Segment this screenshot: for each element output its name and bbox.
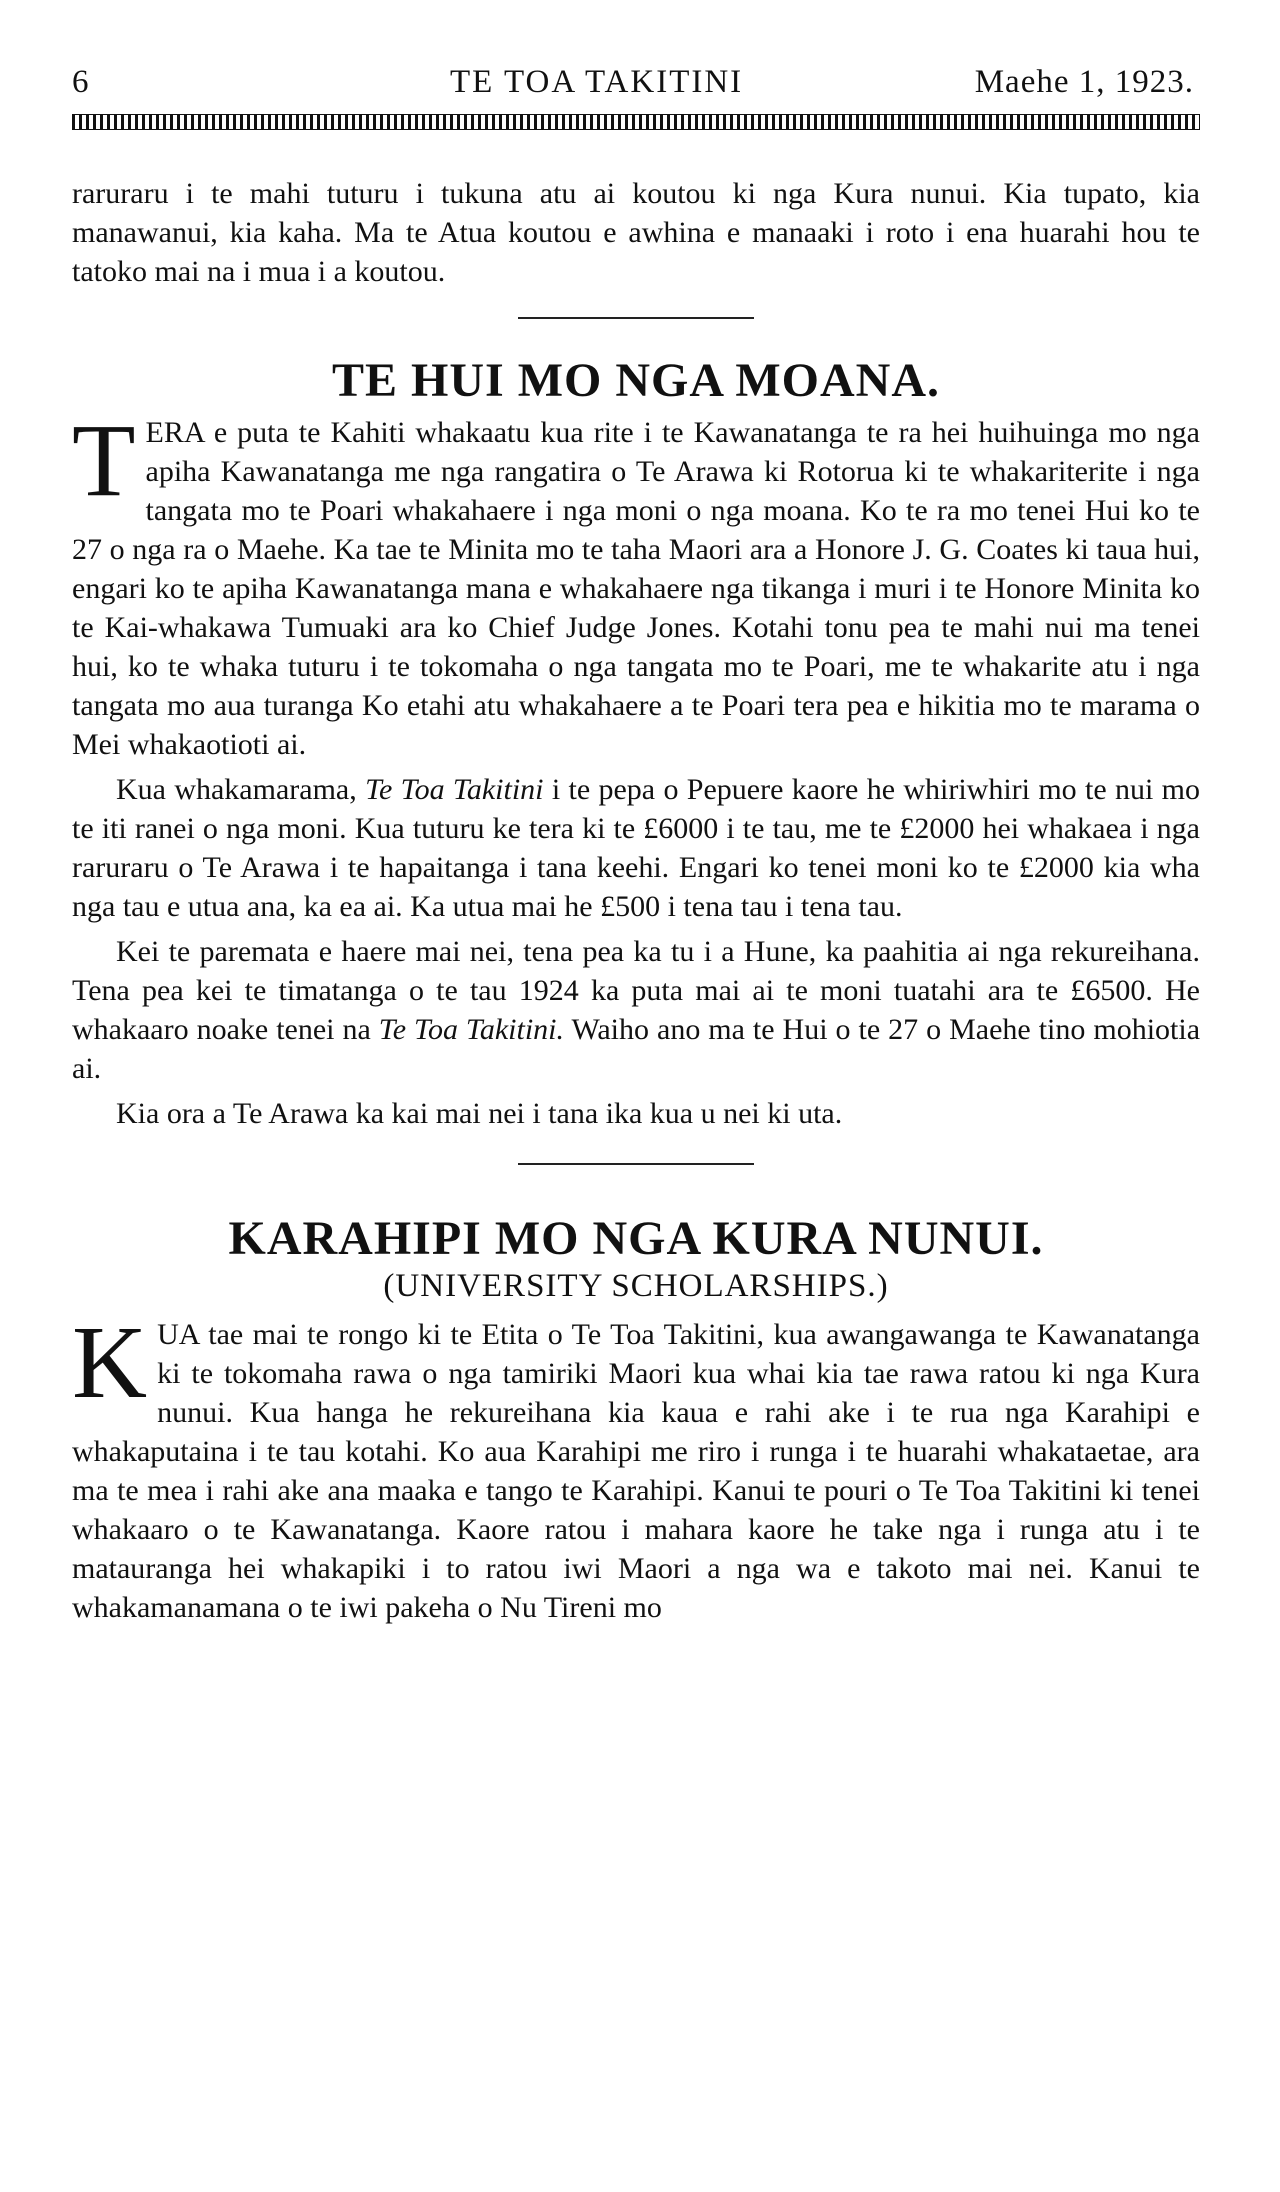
publication-title: TE TOA TAKITINI	[450, 64, 744, 100]
hui-p2-italic: Te Toa Takitini	[365, 773, 544, 806]
section-hui-body	[72, 403, 1201, 1133]
ornamental-rule	[72, 114, 1200, 130]
section-heading-hui: TE HUI MO NGA MOANA.	[332, 354, 940, 407]
karahipi-paragraph-1	[72, 1305, 1200, 1627]
hui-p3-italic: Te Toa Takitini.	[378, 1013, 565, 1046]
hui-p2-end: i te pepa o Pepuere kaore he whiriwhiri mo te nui mo te iti ranei o nga moni. Kua tuturu ke tera ki te £6000 i te tau, me te £2000 hei whakaea i nga raruraru o Te Arawa i te hapaitanga i tana keehi. Engari ko tenei moni ko te £2000 kia wha nga tau e utua ana, ka ea ai. Ka utua mai he £500 i tena tau i tena tau.	[72, 773, 1200, 923]
page-header	[72, 56, 1200, 112]
hui-paragraph-1	[72, 403, 1200, 764]
hui-p2-start: Kua whakamarama,	[116, 773, 366, 806]
section-separator	[518, 317, 754, 319]
hui-paragraph-2	[72, 770, 1200, 926]
hui-paragraph-1-text: ERA e puta te Kahiti whakaatu kua rite i te Kawanatanga te ra hei huihuinga mo nga apiha Kawanatanga me nga rangatira o Te Arawa ki Rotorua ki te whakariterite i nga tangata mo te Poari whakahaere i nga moni o nga moana. Ko te ra mo tenei Hui ko te 27 o nga ra o Maehe. Ka tae te Minita mo te taha Maori ara a Honore J. G. Coates ki taua hui, engari ko te apiha Kawanatanga mana e whakahaere nga tikanga i muri i te Honore Minita ko te Kai-whakawa Tumuaki ara ko Chief Judge Jones. Kotahi tonu pea te mahi nui ma tenei hui, ko te whaka tuturu i te tokomaha o nga tangata mo te Poari, me te whakarite atu i nga tangata mo aua turanga Ko etahi atu whakahaere a te Poari tera pea e hikitia mo te marama o Mei whakaotioti ai.	[72, 416, 1200, 761]
hui-paragraph-4: Kia ora a Te Arawa ka kai mai nei i tana ika kua u nei ki uta.	[116, 1097, 843, 1130]
hui-p3-end: Waiho ano ma te Hui o te 27 o Maehe tino mohiotia ai.	[72, 1013, 1201, 1085]
dropcap-t: T	[72, 403, 136, 518]
hui-paragraph-3	[72, 932, 1200, 1088]
karahipi-paragraph-1-text: UA tae mai te rongo ki te Etita o Te Toa Takitini, kua awangawanga te Kawanatanga ki te tokomaha rawa o nga tamiriki Maori kua whai kia tae rawa ratou ki nga Kura nunui. Kua hanga he rekureihana kia kaua e rahi ake i te rua nga Karahipi e whakaputaina i te tau kotahi. Ko aua Karahipi me riro i runga i te huarahi whakataetae, ara ma te mea i rahi ake ana maaka e tango te Karahipi. Kanui te pouri o Te Toa Takitini ki tenei whakaaro o te Kawanatanga. Kaore ratou i mahara kaore he take nga i runga atu i te matauranga hei whakapiki i to ratou iwi Maori a nga wa e takoto mai nei. Kanui te whakamanamana o te iwi pakeha o Nu Tireni mo	[72, 1318, 1200, 1624]
section-heading-karahipi: KARAHIPI MO NGA KURA NUNUI.	[228, 1212, 1044, 1265]
issue-date: Maehe 1, 1923.	[974, 64, 1194, 100]
newspaper-page	[72, 56, 1200, 1627]
section-separator-2	[518, 1163, 754, 1165]
page-number: 6	[72, 64, 90, 100]
intro-paragraph: raruraru i te mahi tuturu i tukuna atu ai koutou ki nga Kura nunui. Kia tupato, kia manawanui, kia kaha. Ma te Atua koutou e awhina e manaaki i roto i ena huarahi hou te tatoko mai na i mua i a koutou.	[72, 177, 1200, 288]
section-subtitle-scholarships: (UNIVERSITY SCHOLARSHIPS.)	[383, 1268, 889, 1304]
dropcap-k: K	[72, 1305, 148, 1420]
section-karahipi-body	[72, 1305, 1200, 1627]
hui-p3-start: Kei te paremata e haere mai nei, tena pea ka tu i a Hune, ka paahitia ai nga rekureihana. Tena pea kei te timatanga o te tau 1924 ka puta mai ai te moni tuatahi ara te £6500. He whakaaro noake tenei na	[72, 935, 1200, 1046]
